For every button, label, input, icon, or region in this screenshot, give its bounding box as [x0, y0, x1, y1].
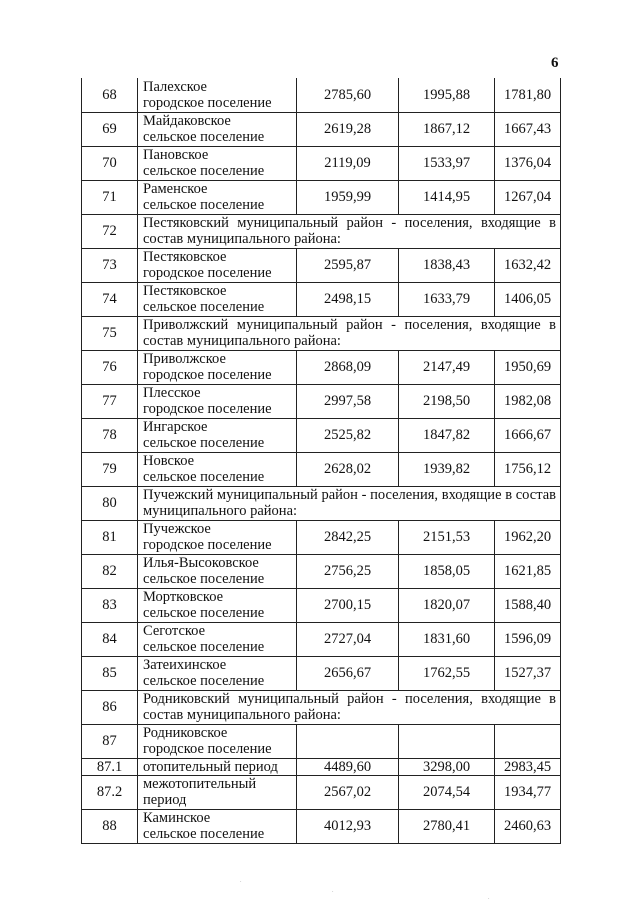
- table-row: [82, 384, 561, 418]
- row-number: 72: [82, 214, 138, 248]
- settlement-name: [138, 248, 297, 282]
- district-title: Пестяковский муниципальный район - поселения, входящие в состав муниципального района:: [138, 214, 561, 248]
- table-row: [82, 724, 561, 758]
- settlement-name: [138, 384, 297, 418]
- settlement-name-line2: городское поселение: [143, 367, 272, 383]
- value-col3: 1962,20: [495, 520, 561, 554]
- settlement-name-line1: Пестяковское: [143, 249, 227, 265]
- value-col2: 1867,12: [399, 112, 495, 146]
- settlement-name: [138, 554, 297, 588]
- value-col3: 1588,40: [495, 588, 561, 622]
- value-col1: 2119,09: [297, 146, 399, 180]
- value-col3: 1666,67: [495, 418, 561, 452]
- table-row: [82, 656, 561, 690]
- value-col1: 2756,25: [297, 554, 399, 588]
- settlement-name-line1: отопительный период: [143, 758, 278, 775]
- value-col2: 1995,88: [399, 78, 495, 112]
- value-col3: 1781,80: [495, 78, 561, 112]
- value-col1: 2628,02: [297, 452, 399, 486]
- value-col1: 2498,15: [297, 282, 399, 316]
- settlement-name-line2: сельское поселение: [143, 605, 265, 621]
- settlement-name-line2: сельское поселение: [143, 673, 265, 689]
- settlement-name-line1: Мортковское: [143, 589, 224, 605]
- scan-speck: .: [332, 888, 334, 894]
- page-number: 6: [551, 55, 559, 71]
- value-col1: 2868,09: [297, 350, 399, 384]
- table-row: [82, 554, 561, 588]
- value-col3: 1667,43: [495, 112, 561, 146]
- table-row: [82, 418, 561, 452]
- settlement-name: [138, 622, 297, 656]
- settlement-name-line1: Пучежское: [143, 521, 211, 537]
- value-col2: 1762,55: [399, 656, 495, 690]
- value-col2: 1858,05: [399, 554, 495, 588]
- value-col3: 1596,09: [495, 622, 561, 656]
- settlement-name-line1: Палехское: [143, 78, 207, 95]
- settlement-name-line1: Родниковское: [143, 725, 228, 741]
- settlement-name: [138, 656, 297, 690]
- settlement-name-line1: Новское: [143, 453, 195, 469]
- district-title: Родниковский муниципальный район - поселения, входящие в состав муниципального района:: [138, 690, 561, 724]
- value-col2: 1414,95: [399, 180, 495, 214]
- value-col2: 2147,49: [399, 350, 495, 384]
- settlement-name-line1: межотопительный: [143, 776, 257, 792]
- value-col1: 2619,28: [297, 112, 399, 146]
- value-col1: 2727,04: [297, 622, 399, 656]
- row-number: 73: [82, 248, 138, 282]
- settlement-name-line1: Раменское: [143, 181, 208, 197]
- settlement-name: [138, 724, 297, 758]
- district-header-row: [82, 316, 561, 350]
- settlement-name-line2: период: [143, 792, 187, 808]
- settlement-name-line1: Каминское: [143, 810, 211, 826]
- settlement-name-line2: городское поселение: [143, 265, 272, 281]
- row-number: 85: [82, 656, 138, 690]
- district-header-row: [82, 214, 561, 248]
- value-col2: 1533,97: [399, 146, 495, 180]
- value-col2: 2151,53: [399, 520, 495, 554]
- value-col1: 2567,02: [297, 775, 399, 809]
- settlement-name: [138, 452, 297, 486]
- value-col3: 1934,77: [495, 775, 561, 809]
- row-number: 78: [82, 418, 138, 452]
- value-col1: 2595,87: [297, 248, 399, 282]
- value-col1: [297, 724, 399, 758]
- value-col1: 1959,99: [297, 180, 399, 214]
- settlement-name-line1: Пестяковское: [143, 283, 227, 299]
- settlement-name: [138, 282, 297, 316]
- value-col3: 2460,63: [495, 809, 561, 843]
- settlement-name-line2: сельское поселение: [143, 197, 265, 213]
- value-col2: 1831,60: [399, 622, 495, 656]
- value-col3: 1982,08: [495, 384, 561, 418]
- settlement-name: [138, 146, 297, 180]
- row-number: 83: [82, 588, 138, 622]
- settlement-name-line1: Илья-Высоковское: [143, 555, 259, 571]
- row-number: 77: [82, 384, 138, 418]
- settlement-name-line2: городское поселение: [143, 537, 272, 553]
- settlement-name: [138, 588, 297, 622]
- settlement-name-line1: Плесское: [143, 385, 201, 401]
- value-col1: 2525,82: [297, 418, 399, 452]
- table-row: [82, 775, 561, 809]
- table-row: [82, 622, 561, 656]
- district-header-row: [82, 486, 561, 520]
- settlement-name-line1: Приволжское: [143, 351, 226, 367]
- table-row: [82, 180, 561, 214]
- settlement-name: [138, 180, 297, 214]
- value-col2: 1847,82: [399, 418, 495, 452]
- value-col1: 2656,67: [297, 656, 399, 690]
- row-number: 70: [82, 146, 138, 180]
- value-col1: 2785,60: [297, 78, 399, 112]
- value-col2: 1838,43: [399, 248, 495, 282]
- row-number: 80: [82, 486, 138, 520]
- value-col3: 1527,37: [495, 656, 561, 690]
- row-number: 76: [82, 350, 138, 384]
- value-col3: 1621,85: [495, 554, 561, 588]
- row-number: 87: [82, 724, 138, 758]
- value-col3: 2983,45: [495, 758, 561, 775]
- table-row: [82, 520, 561, 554]
- settlement-name: [138, 78, 297, 112]
- settlement-name-line2: сельское поселение: [143, 129, 265, 145]
- settlement-name-line2: сельское поселение: [143, 639, 265, 655]
- value-col2: 2074,54: [399, 775, 495, 809]
- value-col1: 2700,15: [297, 588, 399, 622]
- tariff-table: [81, 78, 561, 844]
- settlement-name-line2: сельское поселение: [143, 469, 265, 485]
- row-number: 71: [82, 180, 138, 214]
- table-row: [82, 758, 561, 775]
- settlement-name: [138, 809, 297, 843]
- row-number: 74: [82, 282, 138, 316]
- scan-speck: .: [240, 878, 242, 884]
- settlement-name: [138, 418, 297, 452]
- settlement-name: [138, 775, 297, 809]
- value-col2: 1633,79: [399, 282, 495, 316]
- value-col2: 3298,00: [399, 758, 495, 775]
- settlement-name-line2: городское поселение: [143, 401, 272, 417]
- settlement-name-line1: Майдаковское: [143, 113, 231, 129]
- value-col1: 4489,60: [297, 758, 399, 775]
- row-number: 88: [82, 809, 138, 843]
- value-col3: 1632,42: [495, 248, 561, 282]
- district-header-row: [82, 690, 561, 724]
- settlement-name-line2: сельское поселение: [143, 571, 265, 587]
- settlement-name: [138, 350, 297, 384]
- table-row: [82, 350, 561, 384]
- value-col3: 1267,04: [495, 180, 561, 214]
- row-number: 87.1: [82, 758, 138, 775]
- district-title: Пучежский муниципальный район - поселения, входящие в состав муниципального района:: [138, 486, 561, 520]
- settlement-name-line1: Затеихинское: [143, 657, 227, 673]
- row-number: 84: [82, 622, 138, 656]
- table-row: [82, 146, 561, 180]
- table-row: [82, 282, 561, 316]
- settlement-name-line2: городское поселение: [143, 741, 272, 757]
- row-number: 68: [82, 78, 138, 112]
- district-title: Приволжский муниципальный район - поселения, входящие в состав муниципального района:: [138, 316, 561, 350]
- settlement-name-line1: Ингарское: [143, 419, 208, 435]
- settlement-name-line2: сельское поселение: [143, 299, 265, 315]
- value-col2: 2780,41: [399, 809, 495, 843]
- settlement-name: [138, 758, 297, 775]
- value-col2: [399, 724, 495, 758]
- value-col3: 1376,04: [495, 146, 561, 180]
- table-row: [82, 112, 561, 146]
- settlement-name-line1: Пановское: [143, 147, 209, 163]
- settlement-name: [138, 520, 297, 554]
- value-col3: 1756,12: [495, 452, 561, 486]
- value-col1: 2842,25: [297, 520, 399, 554]
- scan-speck: .: [488, 895, 490, 901]
- value-col1: 4012,93: [297, 809, 399, 843]
- table-row: [82, 452, 561, 486]
- settlement-name: [138, 112, 297, 146]
- value-col3: 1406,05: [495, 282, 561, 316]
- row-number: 86: [82, 690, 138, 724]
- row-number: 87.2: [82, 775, 138, 809]
- value-col3: [495, 724, 561, 758]
- value-col1: 2997,58: [297, 384, 399, 418]
- row-number: 75: [82, 316, 138, 350]
- row-number: 69: [82, 112, 138, 146]
- row-number: 82: [82, 554, 138, 588]
- row-number: 79: [82, 452, 138, 486]
- settlement-name-line1: Сеготское: [143, 623, 206, 639]
- row-number: 81: [82, 520, 138, 554]
- table-row: [82, 78, 561, 112]
- settlement-name-line2: сельское поселение: [143, 826, 265, 842]
- table-row: [82, 588, 561, 622]
- value-col2: 2198,50: [399, 384, 495, 418]
- table-row: [82, 809, 561, 843]
- settlement-name-line2: сельское поселение: [143, 435, 265, 451]
- value-col2: 1820,07: [399, 588, 495, 622]
- value-col2: 1939,82: [399, 452, 495, 486]
- settlement-name-line2: сельское поселение: [143, 163, 265, 179]
- settlement-name-line2: городское поселение: [143, 94, 272, 111]
- table-body: [82, 78, 561, 843]
- value-col3: 1950,69: [495, 350, 561, 384]
- table-row: [82, 248, 561, 282]
